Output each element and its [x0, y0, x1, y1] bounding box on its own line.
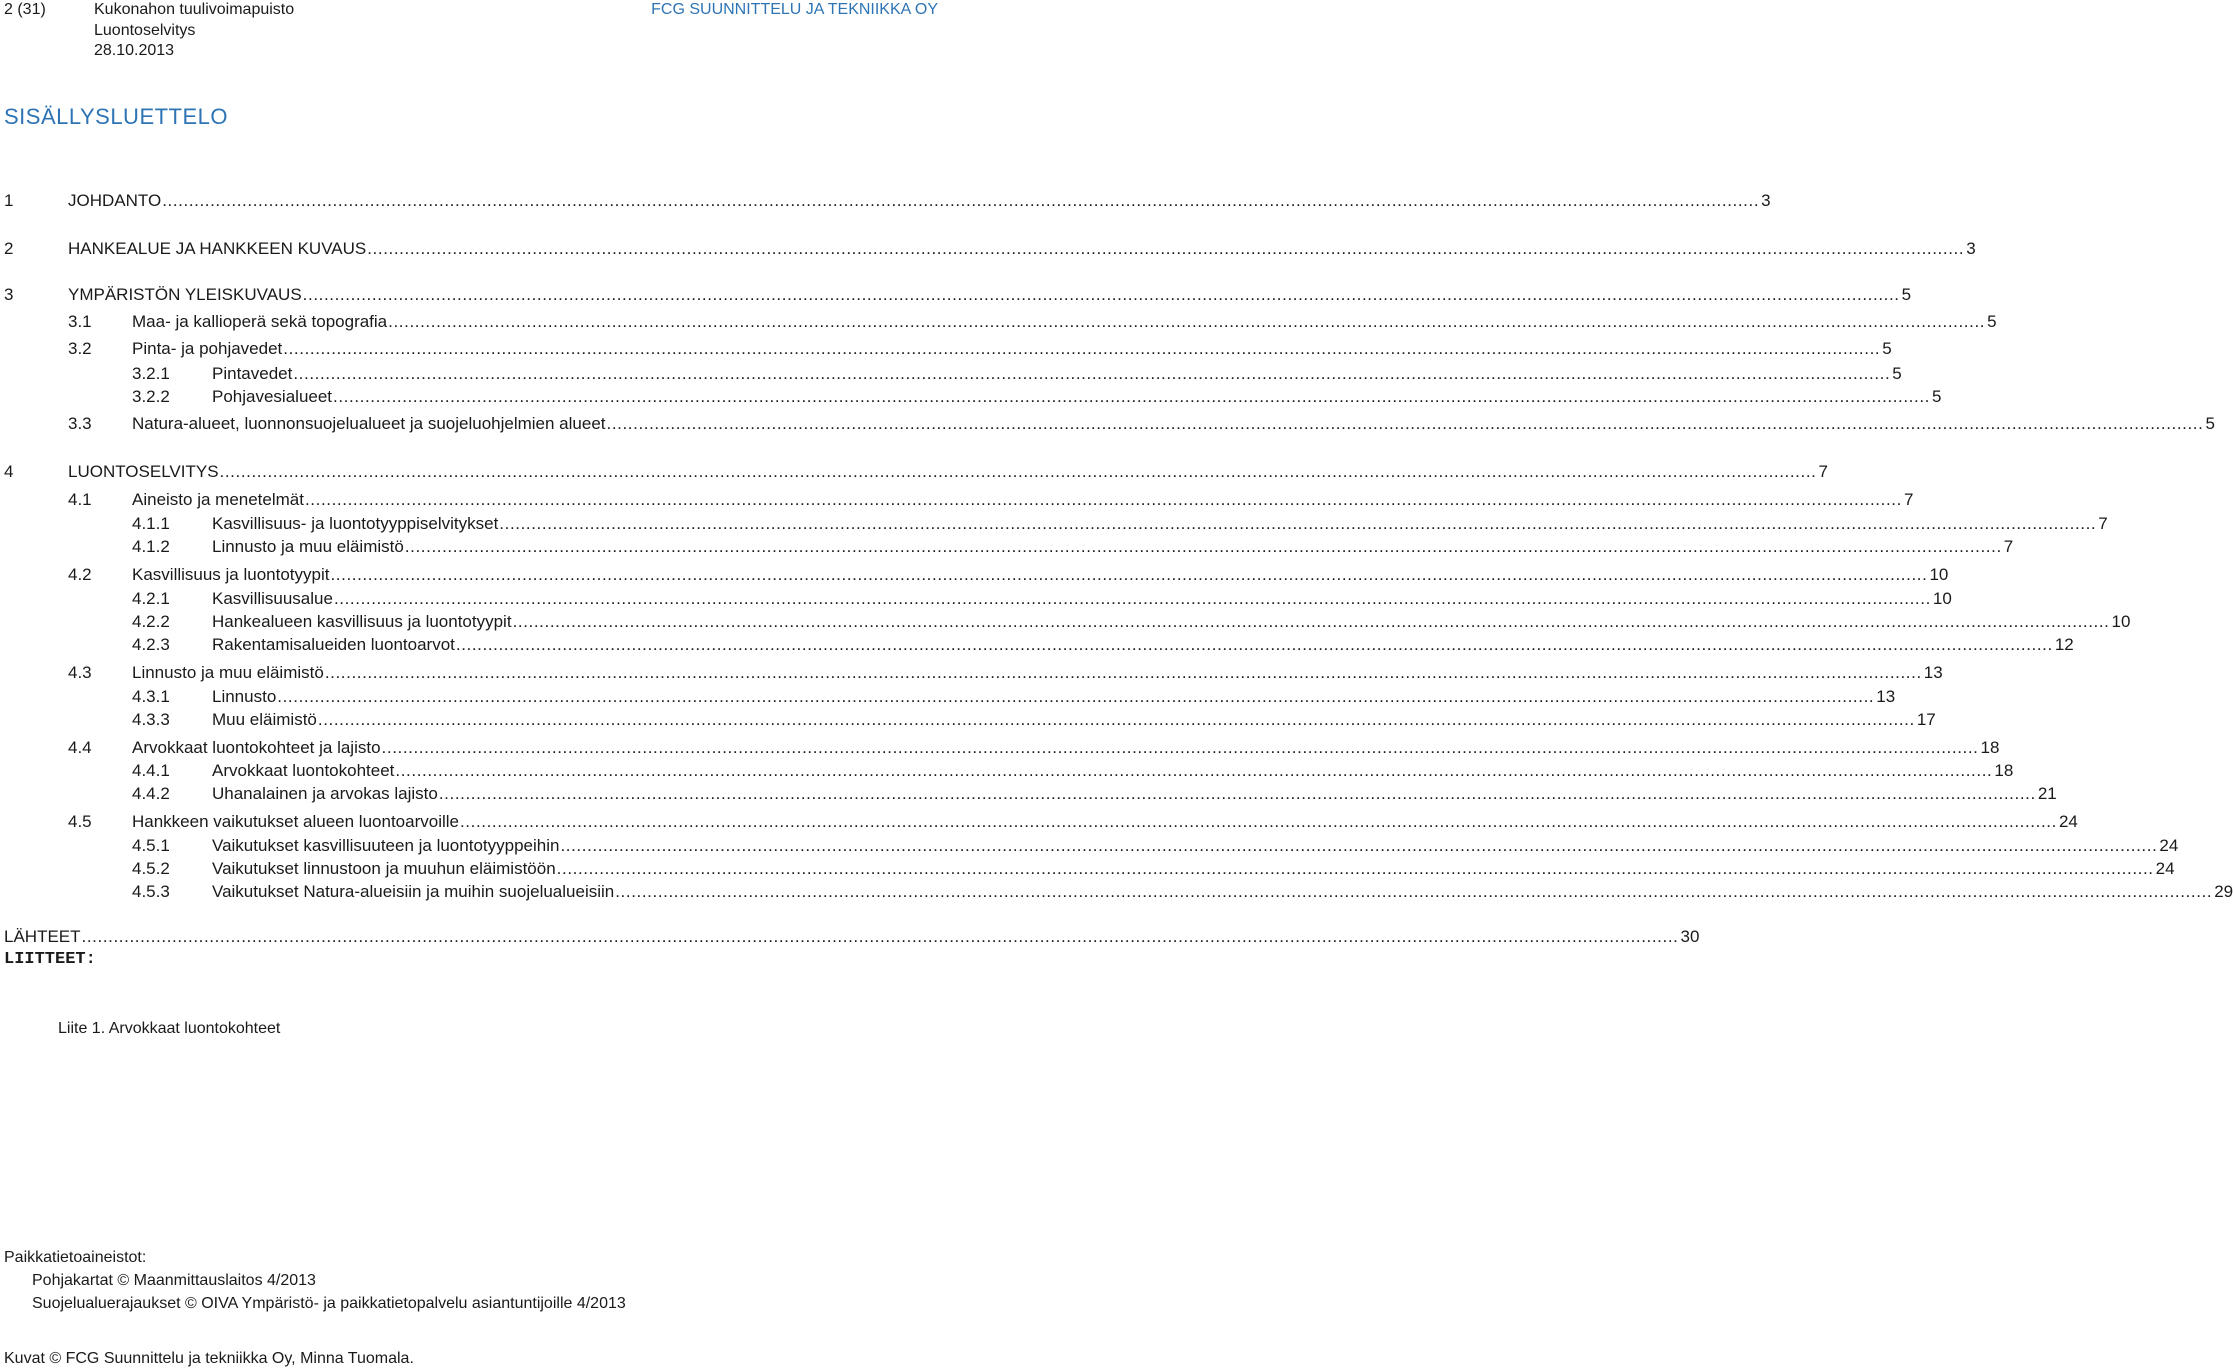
toc-entry[interactable]	[132, 760, 2014, 782]
toc-entry[interactable]	[68, 413, 2215, 435]
toc-entry[interactable]	[4, 461, 1828, 483]
toc-entry-number: 3.2.2	[132, 387, 170, 406]
toc-entry-title: Vaikutukset Natura-alueisiin ja muihin suojelualueisiin	[212, 882, 615, 901]
toc-entry-number: 4.5.1	[132, 836, 170, 855]
toc-entry-number: 4.3.3	[132, 710, 170, 729]
toc-entry[interactable]	[132, 588, 1952, 610]
toc-entry[interactable]	[132, 386, 1942, 408]
toc-entry-number: 4.1.1	[132, 514, 170, 533]
toc-entry-title: Hankkeen vaikutukset alueen luontoarvoille	[132, 812, 459, 831]
page-title: SISÄLLYSLUETTELO	[4, 104, 229, 129]
toc-entry-number: 4.3	[68, 663, 92, 682]
toc-entry-number: 4.1	[68, 490, 92, 509]
toc-entry-number: 4.2.2	[132, 612, 170, 631]
toc-dot-leader: ............................................................................................................................................................................................................................................................................................................	[283, 339, 1881, 358]
toc-entry-number: 4	[4, 462, 14, 481]
toc-entry-title: Kasvillisuusalue	[212, 589, 333, 608]
toc-entry-number: 4.1.2	[132, 537, 170, 556]
toc-entry-page: 21	[2037, 784, 2057, 803]
toc-entry-page: 5	[1882, 339, 1892, 358]
toc-entry[interactable]	[132, 536, 2014, 558]
toc-entry-page: 5	[1987, 312, 1997, 331]
sources-line-basemaps: Pohjakartat © Maanmittauslaitos 4/2013	[32, 1272, 316, 1289]
toc-dot-leader: ............................................................................................................................................................................................................................................................................................................	[388, 312, 1986, 331]
toc-dot-leader: ............................................................................................................................................................................................................................................................................................................	[556, 859, 2154, 878]
toc-dot-leader: ............................................................................................................................................................................................................................................................................................................	[324, 663, 1922, 682]
toc-entry-page: 18	[1980, 738, 2000, 757]
toc-dot-leader: ............................................................................................................................................................................................................................................................................................................	[333, 589, 1931, 608]
toc-entry-title: Arvokkaat luontokohteet	[212, 761, 395, 780]
toc-entry-title: Hankealueen kasvillisuus ja luontotyypit	[212, 612, 512, 631]
toc-dot-leader: ............................................................................................................................................................................................................................................................................................................	[219, 462, 1817, 481]
toc-entry-title: Pinta- ja pohjavedet	[132, 339, 283, 358]
toc-dot-leader: ............................................................................................................................................................................................................................................................................................................	[81, 927, 1679, 946]
toc-entry-number: 4.4.1	[132, 761, 170, 780]
document-date: 28.10.2013	[94, 42, 175, 59]
toc-dot-leader: ............................................................................................................................................................................................................................................................................................................	[162, 191, 1760, 210]
toc-entry-number: 4.2.3	[132, 635, 170, 654]
toc-entry-page: 3	[1966, 239, 1976, 258]
document-info	[94, 0, 294, 62]
toc-dot-leader: ............................................................................................................................................................................................................................................................................................................	[277, 687, 1875, 706]
attachments-heading: LIITTEET:	[4, 950, 96, 969]
toc-entry-title: Pohjavesialueet	[212, 387, 333, 406]
toc-entry-page: 17	[1916, 710, 1936, 729]
toc-entry-page: 3	[1761, 191, 1771, 210]
toc-entry-page: 5	[1892, 364, 1902, 383]
toc-entry-title: Aineisto ja menetelmät	[132, 490, 304, 509]
toc-dot-leader: ............................................................................................................................................................................................................................................................................................................	[438, 784, 2036, 803]
toc-entry-title: Muu eläimistö	[212, 710, 317, 729]
toc-dot-leader: ............................................................................................................................................................................................................................................................................................................	[395, 761, 1993, 780]
toc-entry-page: 5	[1931, 387, 1942, 406]
toc-entry[interactable]	[68, 564, 1949, 586]
toc-entry-page: 10	[1929, 565, 1949, 584]
toc-entry-page: 13	[1876, 687, 1896, 706]
toc-entry-number: 3.2	[68, 339, 92, 358]
sources-heading: Paikkatietoaineistot:	[4, 1249, 147, 1266]
toc-entry[interactable]	[132, 709, 1936, 731]
toc-entry-title: JOHDANTO	[68, 191, 162, 210]
toc-entry-title: Uhanalainen ja arvokas lajisto	[212, 784, 438, 803]
toc-entry-page: 30	[1680, 927, 1700, 946]
toc-entry[interactable]	[4, 238, 1976, 260]
toc-dot-leader: ............................................................................................................................................................................................................................................................................................................	[302, 285, 1900, 304]
toc-entry-number: 2	[4, 239, 14, 258]
toc-entry-title: YMPÄRISTÖN YLEISKUVAUS	[68, 285, 302, 304]
toc-entry-title: Kasvillisuus- ja luontotyyppiselvitykset	[212, 514, 499, 533]
toc-entry-title: HANKEALUE JA HANKKEEN KUVAUS	[68, 239, 367, 258]
toc-entry[interactable]	[4, 926, 1700, 948]
toc-entry-title: LUONTOSELVITYS	[68, 462, 219, 481]
toc-entry[interactable]	[132, 835, 2179, 857]
toc-dot-leader: ............................................................................................................................................................................................................................................................................................................	[367, 239, 1965, 258]
toc-dot-leader: ............................................................................................................................................................................................................................................................................................................	[560, 836, 2158, 855]
document-title: Kukonahon tuulivoimapuisto	[94, 1, 295, 18]
toc-entry-page: 10	[1932, 589, 1952, 608]
toc-entry-page: 24	[2058, 812, 2078, 831]
toc-entry-page: 5	[1901, 285, 1912, 304]
toc-entry-title: Vaikutukset linnustoon ja muuhun eläimistöön	[212, 859, 556, 878]
toc-entry-number: 4.5	[68, 812, 92, 831]
toc-entry-page: 18	[1994, 761, 2014, 780]
toc-entry-title: Linnusto ja muu eläimistö	[212, 537, 404, 556]
toc-entry[interactable]	[68, 311, 1997, 333]
attachment-item: Liite 1. Arvokkaat luontokohteet	[58, 1020, 281, 1037]
toc-entry[interactable]	[4, 284, 1912, 306]
toc-entry-title: Maa- ja kallioperä sekä topografia	[132, 312, 388, 331]
toc-entry-page: 7	[1818, 462, 1828, 481]
toc-entry-number: 4.4	[68, 738, 92, 757]
toc-entry-number: 4.5.2	[132, 859, 170, 878]
toc-dot-leader: ............................................................................................................................................................................................................................................................................................................	[381, 738, 1979, 757]
toc-entry[interactable]	[132, 634, 2074, 656]
toc-entry[interactable]	[68, 811, 2078, 833]
toc-entry[interactable]	[132, 513, 2108, 535]
toc-dot-leader: ............................................................................................................................................................................................................................................................................................................	[293, 364, 1891, 383]
toc-entry-number: 3	[4, 285, 14, 304]
page-number: 2 (31)	[4, 1, 46, 18]
toc-entry-page: 13	[1923, 663, 1943, 682]
toc-dot-leader: ............................................................................................................................................................................................................................................................................................................	[615, 882, 2213, 901]
toc-entry-title: Kasvillisuus ja luontotyypit	[132, 565, 330, 584]
toc-entry-number: 1	[4, 191, 14, 210]
toc-entry-title: Linnusto ja muu eläimistö	[132, 663, 324, 682]
toc-entry-page: 29	[2214, 882, 2233, 901]
sources-line-protected-areas: Suojelualuerajaukset © OIVA Ympäristö- ja paikkatietopalvelu asiantuntijoille 4/2013	[32, 1295, 626, 1312]
toc-entry-title: Vaikutukset kasvillisuuteen ja luontotyyppeihin	[212, 836, 560, 855]
toc-dot-leader: ............................................................................................................................................................................................................................................................................................................	[512, 612, 2110, 631]
toc-entry-title: Rakentamisalueiden luontoarvot	[212, 635, 455, 654]
toc-entry[interactable]	[68, 737, 2000, 759]
toc-entry-title: Arvokkaat luontokohteet ja lajisto	[132, 738, 381, 757]
toc-entry[interactable]	[68, 662, 1943, 684]
toc-entry[interactable]	[132, 881, 2233, 903]
toc-entry-page: 7	[2098, 514, 2108, 533]
toc-entry-number: 3.1	[68, 312, 92, 331]
toc-entry-page: 24	[2155, 859, 2175, 878]
toc-dot-leader: ............................................................................................................................................................................................................................................................................................................	[317, 710, 1915, 729]
toc-entry[interactable]	[68, 338, 1892, 360]
toc-dot-leader: ............................................................................................................................................................................................................................................................................................................	[499, 514, 2097, 533]
toc-entry-number: 4.3.1	[132, 687, 170, 706]
toc-entry[interactable]	[132, 783, 2057, 805]
document-subtitle: Luontoselvitys	[94, 21, 196, 39]
toc-entry-title: Pintavedet	[212, 364, 293, 383]
toc-entry-page: 5	[2205, 414, 2215, 433]
sources-section	[4, 1246, 626, 1315]
toc-dot-leader: ............................................................................................................................................................................................................................................................................................................	[455, 635, 2053, 654]
toc-entry-title: Linnusto	[212, 687, 277, 706]
toc-entry[interactable]	[4, 190, 1771, 212]
toc-entry[interactable]	[132, 363, 1902, 385]
toc-entry-title: Natura-alueet, luonnonsuojelualueet ja suojeluohjelmien alueet	[132, 414, 606, 433]
toc-dot-leader: ............................................................................................................................................................................................................................................................................................................	[333, 387, 1930, 406]
toc-entry-number: 3.2.1	[132, 364, 170, 383]
toc-entry-number: 4.2	[68, 565, 92, 584]
company-name: FCG SUUNNITTELU JA TEKNIIKKA OY	[651, 1, 938, 18]
toc-entry-page: 7	[2003, 537, 2014, 556]
toc-entry-number: 3.3	[68, 414, 92, 433]
toc-entry-number: 4.2.1	[132, 589, 170, 608]
toc-dot-leader: ............................................................................................................................................................................................................................................................................................................	[459, 812, 2057, 831]
toc-entry-number: 4.5.3	[132, 882, 170, 901]
toc-entry[interactable]	[132, 858, 2175, 880]
toc-entry-page: 24	[2159, 836, 2179, 855]
toc-dot-leader: ............................................................................................................................................................................................................................................................................................................	[404, 537, 2002, 556]
toc-entry-page: 7	[1903, 490, 1914, 509]
toc-dot-leader: ............................................................................................................................................................................................................................................................................................................	[304, 490, 1902, 509]
toc-entry[interactable]	[132, 686, 1896, 708]
toc-entry-page: 10	[2111, 612, 2131, 631]
toc-entry-number: 4.4.2	[132, 784, 170, 803]
toc-entry[interactable]	[68, 489, 1914, 511]
toc-entry-page: 12	[2054, 635, 2074, 654]
toc-entry[interactable]	[132, 611, 2131, 633]
toc-entry-title: LÄHTEET	[4, 927, 81, 946]
photo-credits: Kuvat © FCG Suunnittelu ja tekniikka Oy, Minna Tuomala.	[4, 1350, 414, 1367]
toc-dot-leader: ............................................................................................................................................................................................................................................................................................................	[606, 414, 2204, 433]
toc-dot-leader: ............................................................................................................................................................................................................................................................................................................	[330, 565, 1928, 584]
